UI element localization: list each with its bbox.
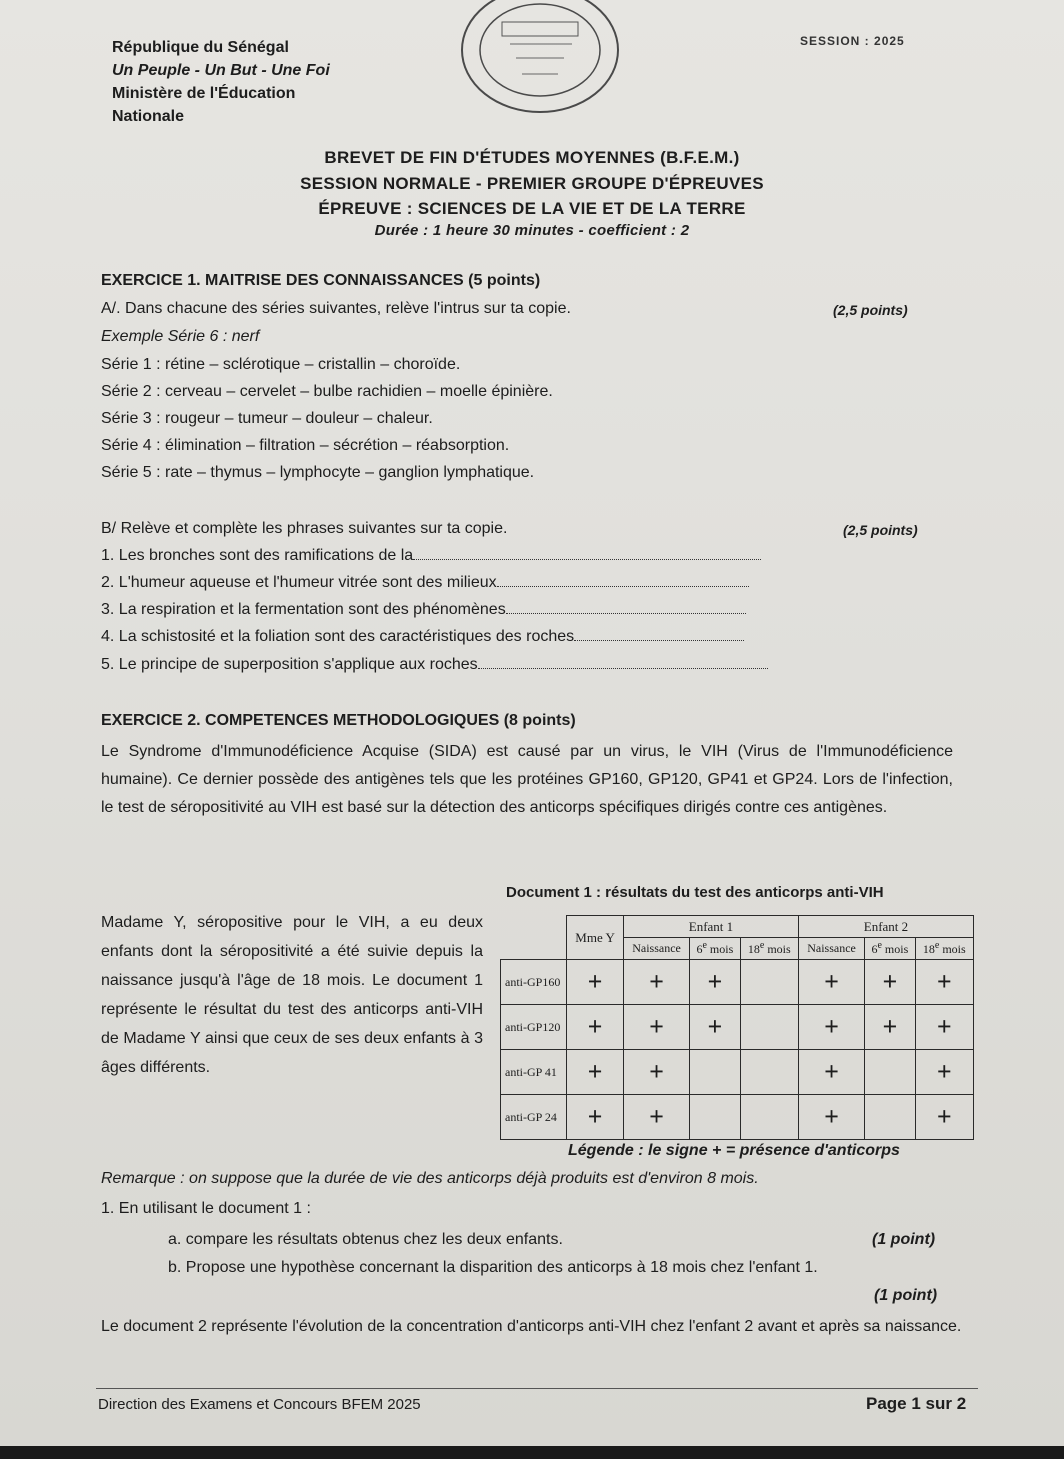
exam-title: BREVET DE FIN D'ÉTUDES MOYENNES (B.F.E.M.) xyxy=(324,148,740,167)
footer-department: Direction des Examens et Concours BFEM 2025 xyxy=(98,1396,421,1413)
result-cell: + xyxy=(567,1005,624,1050)
question-1: 1. En utilisant le document 1 : xyxy=(101,1200,311,1217)
age-header: Naissance xyxy=(798,938,864,960)
header-block xyxy=(112,36,330,128)
subject-title: ÉPREUVE : SCIENCES DE LA VIE ET DE LA TERRE xyxy=(318,199,746,218)
result-cell: + xyxy=(798,1095,864,1140)
result-cell: + xyxy=(915,1005,973,1050)
ministry-line-1: Ministère de l'Éducation xyxy=(112,85,296,102)
exercise-2-title: EXERCICE 2. COMPETENCES METHODOLOGIQUES (8 points) xyxy=(101,712,576,729)
result-cell: + xyxy=(567,1050,624,1095)
result-cell: + xyxy=(567,1095,624,1140)
answer-blank xyxy=(574,630,744,641)
context-paragraph: Madame Y, séropositive pour le VIH, a eu deux enfants dont la séropositivité a été suivie depuis la naissance jusqu'à l'âge de 18 mois. Le document 1 représente le résultat du test des anticorps anti-VIH de Madame Y ainsi que ceux de ses deux enfants à 3 âges différents. xyxy=(101,914,483,1076)
part-a-instruction: A/. Dans chacune des séries suivantes, relève l'intrus sur ta copie. xyxy=(101,300,571,317)
result-cell: + xyxy=(623,960,689,1005)
question-1b-points: (1 point) xyxy=(874,1287,938,1304)
sentence-text: 4. La schistosité et la foliation sont des caractéristiques des roches xyxy=(101,628,575,645)
antibody-results-table xyxy=(500,915,974,1140)
age-header: 18e mois xyxy=(915,938,973,960)
series-example: Exemple Série 6 : nerf xyxy=(101,328,260,345)
mother-header: Mme Y xyxy=(567,916,624,960)
table-row xyxy=(501,1005,974,1050)
sentence-item xyxy=(101,547,761,565)
table-corner xyxy=(501,916,567,960)
answer-blank xyxy=(478,658,768,669)
exercise-1-title: EXERCICE 1. MAITRISE DES CONNAISSANCES (5 points) xyxy=(101,272,541,289)
result-cell xyxy=(865,1050,915,1095)
result-cell xyxy=(740,960,798,1005)
result-cell: + xyxy=(623,1050,689,1095)
table-row xyxy=(501,1050,974,1095)
duration-line: Durée : 1 heure 30 minutes - coefficient : 2 xyxy=(374,222,690,239)
age-header: 6e mois xyxy=(865,938,915,960)
series-item: Série 4 : élimination – filtration – sécrétion – réabsorption. xyxy=(101,437,510,454)
sentence-item xyxy=(101,628,744,646)
session-label: SESSION : 2025 xyxy=(800,34,905,48)
result-cell: + xyxy=(865,960,915,1005)
row-label: anti-GP 41 xyxy=(501,1050,567,1095)
result-cell: + xyxy=(623,1005,689,1050)
ministry-line-2: Nationale xyxy=(112,108,185,125)
result-cell: + xyxy=(798,960,864,1005)
age-header: Naissance xyxy=(623,938,689,960)
result-cell xyxy=(690,1095,740,1140)
result-cell xyxy=(865,1095,915,1140)
document-2-intro: Le document 2 représente l'évolution de la concentration d'anticorps anti-VIH chez l'enfant 2 avant et après sa naissance. xyxy=(101,1318,962,1335)
result-cell xyxy=(740,1005,798,1050)
result-cell: + xyxy=(915,1095,973,1140)
result-cell xyxy=(690,1050,740,1095)
result-cell: + xyxy=(798,1005,864,1050)
sentence-text: 3. La respiration et la fermentation sont des phénomènes xyxy=(101,601,506,618)
table-row xyxy=(501,960,974,1005)
row-label: anti-GP 24 xyxy=(501,1095,567,1140)
row-label: anti-GP120 xyxy=(501,1005,567,1050)
answer-blank xyxy=(506,603,746,614)
child-1-header: Enfant 1 xyxy=(623,916,798,938)
series-item: Série 2 : cerveau – cervelet – bulbe rachidien – moelle épinière. xyxy=(101,383,553,400)
part-b-points: (2,5 points) xyxy=(843,522,918,538)
sentence-text: 5. Le principe de superposition s'applique aux roches xyxy=(101,656,478,673)
table-row xyxy=(501,1095,974,1140)
part-b-instruction: B/ Relève et complète les phrases suivantes sur ta copie. xyxy=(101,520,508,537)
document-1-title: Document 1 : résultats du test des anticorps anti-VIH xyxy=(506,884,884,901)
result-cell: + xyxy=(915,960,973,1005)
result-cell xyxy=(740,1095,798,1140)
result-cell: + xyxy=(623,1095,689,1140)
national-motto: Un Peuple - Un But - Une Foi xyxy=(112,62,330,79)
sentence-item xyxy=(101,601,746,619)
row-label: anti-GP160 xyxy=(501,960,567,1005)
part-a-points: (2,5 points) xyxy=(833,302,908,318)
table-legend: Légende : le signe + = présence d'anticorps xyxy=(568,1142,900,1159)
footer-divider xyxy=(96,1388,978,1389)
age-header: 18e mois xyxy=(740,938,798,960)
sentence-text: 2. L'humeur aqueuse et l'humeur vitrée sont des milieux xyxy=(101,574,497,591)
result-cell: + xyxy=(567,960,624,1005)
result-cell: + xyxy=(865,1005,915,1050)
child-2-header: Enfant 2 xyxy=(798,916,973,938)
session-title: SESSION NORMALE - PREMIER GROUPE D'ÉPREUVES xyxy=(300,174,764,193)
series-item: Série 1 : rétine – sclérotique – cristallin – choroïde. xyxy=(101,356,461,373)
result-cell xyxy=(740,1050,798,1095)
question-1a: a. compare les résultats obtenus chez les deux enfants. xyxy=(168,1231,563,1248)
result-cell: + xyxy=(798,1050,864,1095)
age-header: 6e mois xyxy=(690,938,740,960)
result-cell: + xyxy=(915,1050,973,1095)
answer-blank xyxy=(497,576,749,587)
country-name: République du Sénégal xyxy=(112,39,289,56)
exercise-2-intro: Le Syndrome d'Immunodéficience Acquise (SIDA) est causé par un virus, le VIH (Virus de l'Immunodéficience humaine). Ce dernier possède des antigènes tels que les protéines GP160, GP120, GP41 et GP24. Lors de l'infection, le test de séropositivité au VIH est basé sur la détection des anticorps spécifiques dirigés contre ces antigènes. xyxy=(101,743,953,816)
series-item: Série 5 : rate – thymus – lymphocyte – ganglion lymphatique. xyxy=(101,464,535,481)
official-stamp-icon xyxy=(452,0,632,120)
sentence-text: 1. Les bronches sont des ramifications de la xyxy=(101,547,414,564)
sentence-item xyxy=(101,656,768,674)
page-number: Page 1 sur 2 xyxy=(866,1394,967,1413)
question-1b: b. Propose une hypothèse concernant la disparition des anticorps à 18 mois chez l'enfant 1. xyxy=(168,1259,818,1276)
remark: Remarque : on suppose que la durée de vie des anticorps déjà produits est d'environ 8 mois. xyxy=(101,1170,759,1187)
result-cell: + xyxy=(690,1005,740,1050)
result-cell: + xyxy=(690,960,740,1005)
question-1a-points: (1 point) xyxy=(872,1231,936,1248)
sentence-item xyxy=(101,574,749,592)
answer-blank xyxy=(413,549,761,560)
series-item: Série 3 : rougeur – tumeur – douleur – chaleur. xyxy=(101,410,433,427)
